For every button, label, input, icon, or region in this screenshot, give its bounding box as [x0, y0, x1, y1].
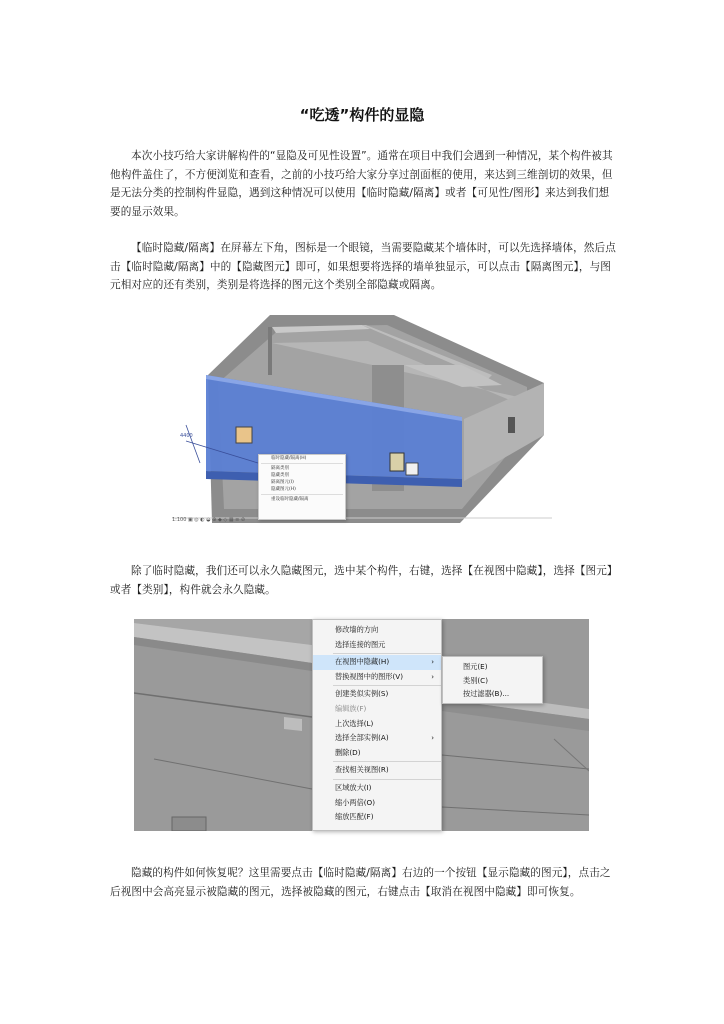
- menu-item-override-graphics[interactable]: [313, 670, 441, 685]
- menu-item-edit-family: [313, 702, 441, 717]
- submenu-item-elements[interactable]: 图元(E): [463, 662, 488, 671]
- paragraph-temp-hide: 【临时隐藏/隔离】在屏幕左下角，图标是一个眼镜，当需要隐藏某个墙体时，可以先选择墙体，然后点击【临时隐藏/隔离】中的【隐藏图元】即可，如果想要将选择的墙单独显示，可以点击【隔离图元】，与图元相对应的还有类别，类别是将选择的图元这个类别全部隐藏或隔离。: [110, 242, 616, 291]
- menu-separator: [333, 653, 441, 654]
- menu-item-label: 编辑族(F): [335, 703, 367, 713]
- menu-item-flip-wall[interactable]: [313, 623, 441, 638]
- menu-item-hide-category[interactable]: 隐藏类别: [271, 473, 289, 478]
- menu-item-label: 选择全部实例(A): [335, 733, 389, 743]
- menu-item-zoom-region[interactable]: [313, 781, 441, 796]
- menu-item-label: 在视图中隐藏(H): [335, 657, 390, 667]
- menu-item-zoom-to-fit[interactable]: [313, 810, 441, 825]
- menu-item-label: 创建类似实例(S): [335, 689, 389, 699]
- menu-item-find-related-views[interactable]: [313, 763, 441, 778]
- chevron-right-icon: ›: [431, 672, 434, 681]
- temp-hide-menu: [258, 454, 346, 520]
- paragraph-intro: 本次小技巧给大家讲解构件的“显隐及可见性设置”。通常在项目中我们会遇到一种情况，某个构件被其他构件盖住了，不方便浏览和查看，之前的小技巧给大家分享过剖面框的使用，来达到三维剖切的效果，但是无法分类的控制构件显隐，遇到这种情况可以使用【临时隐藏/隔离】或者【可见性/图形】来达到我们想要的显示效果。: [110, 150, 613, 218]
- menu-item-select-all-instances[interactable]: [313, 731, 441, 746]
- menu-item-label: 查找相关视图(R): [335, 765, 389, 775]
- svg-text:4400: 4400: [180, 433, 193, 439]
- view-control-bar[interactable]: 1:100 ▣ ◎ ◐ ◒ ⊕ ◆ ◇ ▦ ≡ ⊘: [172, 517, 246, 523]
- paragraph-restore: 隐藏的构件如何恢复呢？这里需要点击【临时隐藏/隔离】右边的一个按钮【显示隐藏的图元】，点击之后视图中会高亮显示被隐藏的图元，选择被隐藏的图元，右键点击【取消在视图中隐藏】即可恢复。: [110, 867, 611, 898]
- revit-3d-view-figure: [172, 313, 552, 525]
- menu-item-select-joined[interactable]: [313, 638, 441, 653]
- menu-item-delete[interactable]: [313, 746, 441, 761]
- submenu-item-category[interactable]: 类别(C): [463, 675, 489, 685]
- menu-separator: [333, 779, 441, 780]
- menu-item-label: 修改墙的方向: [335, 625, 379, 634]
- chevron-right-icon: ›: [431, 658, 434, 667]
- menu-item-label: 替换视图中的图形(V): [335, 671, 404, 681]
- menu-item-hide-in-view[interactable]: [313, 655, 441, 670]
- temp-hide-menu-title[interactable]: 临时隐藏/隔离(H): [271, 456, 307, 461]
- menu-item-isolate-element[interactable]: 隔离图元(I): [271, 480, 294, 485]
- menu-separator: [261, 463, 343, 464]
- submenu-item-by-filter[interactable]: 按过滤器(B)...: [463, 689, 510, 698]
- menu-item-label: 缩放匹配(F): [335, 812, 374, 822]
- menu-separator: [333, 685, 441, 686]
- menu-item-label: 区域放大(I): [335, 782, 372, 792]
- menu-item-last-selection[interactable]: [313, 717, 441, 732]
- menu-item-zoom-out-2x[interactable]: [313, 796, 441, 811]
- menu-item-label: 缩小两倍(O): [335, 797, 376, 807]
- menu-item-create-similar[interactable]: [313, 687, 441, 702]
- menu-separator: [261, 494, 343, 495]
- menu-item-hide-element[interactable]: 隐藏图元(H): [271, 487, 296, 492]
- page-title: “吃透”构件的显隐: [299, 106, 425, 124]
- menu-item-label: 删除(D): [335, 747, 361, 757]
- menu-item-isolate-category[interactable]: 隔离类别: [271, 466, 289, 471]
- menu-item-label: 上次选择(L): [335, 718, 374, 728]
- hide-in-view-submenu: [442, 656, 543, 704]
- menu-separator: [333, 761, 441, 762]
- paragraph-permanent-hide: 除了临时隐藏，我们还可以永久隐藏图元，选中某个构件，右键，选择【在视图中隐藏】，选择【图元】或者【类别】，构件就会永久隐藏。: [110, 565, 613, 596]
- menu-item-reset[interactable]: 重设临时隐藏/隔离: [271, 497, 309, 502]
- menu-item-label: 选择连接的图元: [335, 639, 386, 649]
- right-click-context-menu: [312, 619, 442, 831]
- chevron-right-icon: ›: [431, 734, 434, 743]
